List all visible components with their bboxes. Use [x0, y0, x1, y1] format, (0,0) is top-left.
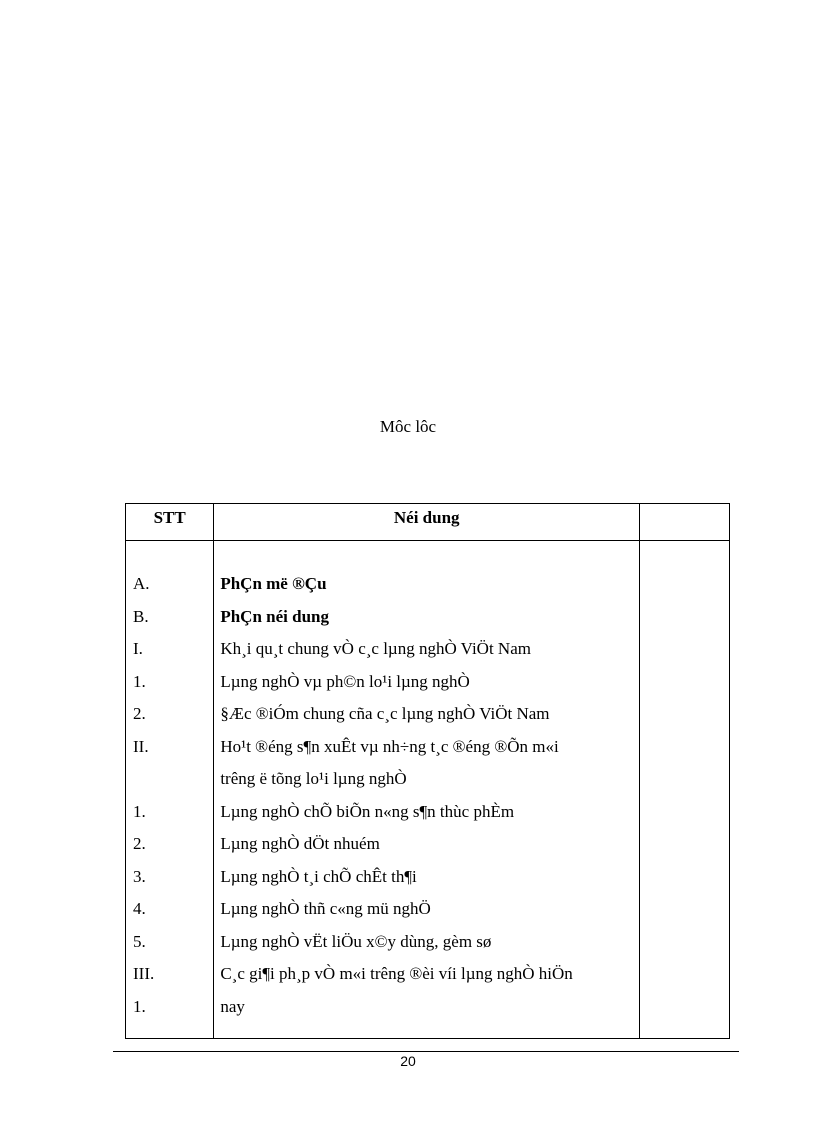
- item-number: I.: [133, 639, 143, 658]
- item-number: 4.: [133, 899, 146, 918]
- item-text: Lµng nghÒ thñ c«ng mü nghÖ: [220, 899, 431, 918]
- item-number: 1.: [133, 671, 146, 691]
- table-of-contents: [125, 503, 730, 1039]
- item-number: 3.: [133, 866, 146, 886]
- content-column: [214, 541, 640, 1039]
- item-number: 2.: [133, 704, 146, 723]
- item-text: Lµng nghÒ vµ ph©n lo¹i lµng nghÒ: [220, 671, 470, 691]
- header-stt: STT: [126, 504, 214, 541]
- item-text: PhÇn néi dung: [220, 606, 329, 626]
- item-number: 2.: [133, 834, 146, 853]
- item-number: A.: [133, 574, 150, 593]
- item-text: PhÇn më ®Çu: [220, 574, 327, 593]
- page-column: [640, 541, 730, 1039]
- item-number: 1.: [133, 996, 146, 1016]
- header-page: [640, 504, 730, 541]
- page-title: Môc lôc: [379, 417, 437, 436]
- item-text: Lµng nghÒ t¸i chÕ chÊt th¶i: [220, 866, 417, 886]
- item-number: B.: [133, 606, 149, 626]
- item-text: nay: [220, 996, 245, 1016]
- item-number: III.: [133, 964, 155, 983]
- table-header-row: [126, 504, 730, 541]
- header-content: Néi dung: [214, 504, 640, 541]
- item-text: Lµng nghÒ dÖt nhuém: [220, 834, 380, 853]
- table-body-row: [126, 541, 730, 1039]
- item-text: Kh¸i qu¸t chung vÒ c¸c lµng nghÒ ViÖt Nam: [220, 639, 531, 658]
- page-number: 20: [400, 1053, 416, 1069]
- item-text: §Æc ®iÓm chung cña c¸c lµng nghÒ ViÖt Nam: [220, 704, 550, 723]
- item-number: 5.: [133, 931, 146, 951]
- item-text: Lµng nghÒ chÕ biÕn n«ng s¶n thùc phÈm: [220, 801, 515, 821]
- item-text: Lµng nghÒ vËt liÖu x©y dùng, gèm sø: [220, 931, 492, 951]
- item-text: C¸c gi¶i ph¸p vÒ m«i trêng ®èi víi lµng nghÒ hiÖn: [220, 964, 573, 983]
- item-text: Ho¹t ®éng s¶n xuÊt vµ nh÷ng t¸c ®éng ®Õn m«i: [220, 736, 559, 756]
- item-number: II.: [133, 736, 149, 756]
- item-number: 1.: [133, 801, 146, 821]
- number-column: [126, 541, 214, 1039]
- item-text: trêng ë tõng lo¹i lµng nghÒ: [220, 769, 407, 788]
- item-number: [133, 768, 213, 801]
- footer-divider: [113, 1051, 739, 1052]
